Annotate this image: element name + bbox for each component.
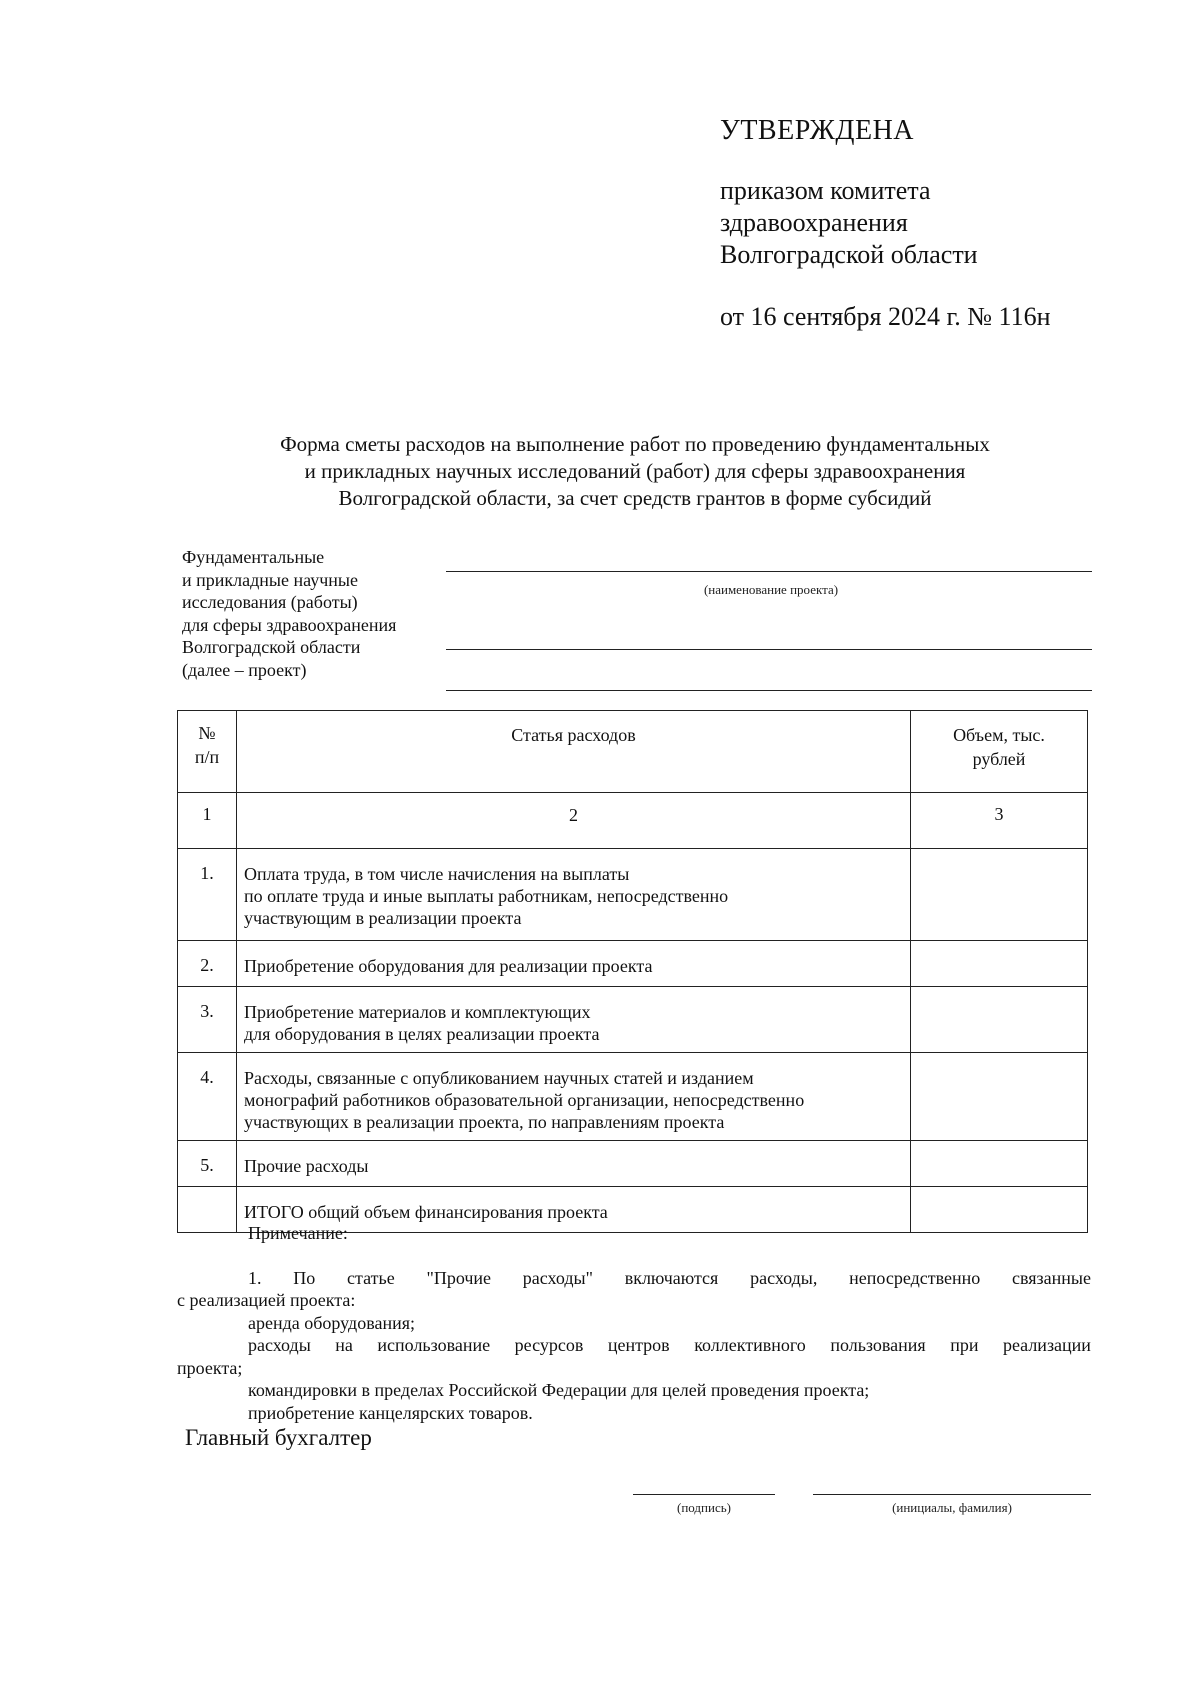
- project-name-caption: (наименование проекта): [703, 582, 839, 597]
- notes-item: [177, 1334, 1091, 1357]
- row-item: [237, 987, 911, 1053]
- table-row: [178, 987, 1088, 1053]
- expense-table: [177, 710, 1088, 1233]
- note-word: По: [293, 1267, 316, 1288]
- project-label-line: и прикладные научные: [182, 569, 358, 590]
- note-word: расходы: [248, 1335, 311, 1355]
- project-label-line: (далее – проект): [182, 659, 307, 680]
- note-word: на: [335, 1335, 353, 1355]
- row-item: [237, 941, 911, 987]
- note-word: расходы": [522, 1267, 593, 1288]
- notes-item: командировки в пределах Российской Федерации для целей проведения проекта;: [248, 1380, 870, 1400]
- row-item-line: для оборудования в целях реализации проекта: [244, 1024, 600, 1044]
- signature-field-line[interactable]: [633, 1494, 775, 1495]
- header-volume-line: рублей: [972, 749, 1026, 769]
- approval-line: приказом комитета: [720, 176, 931, 205]
- note-word: реализации: [1002, 1335, 1091, 1355]
- approval-date: от 16 сентября 2024 г. № 116н: [720, 302, 1051, 331]
- note-word: непосредственно: [849, 1267, 981, 1288]
- project-label-line: Волгоградской области: [182, 637, 361, 657]
- row-item-line: Оплата труда, в том числе начисления на выплаты: [244, 864, 630, 884]
- table-row: [178, 849, 1088, 941]
- header-num-line: п/п: [194, 747, 220, 767]
- note-word: 1.: [248, 1267, 262, 1288]
- row-value-cell[interactable]: [911, 941, 1088, 987]
- approval-block: [720, 113, 1160, 333]
- signatory-role: Главный бухгалтер: [185, 1425, 372, 1450]
- notes: [177, 1222, 1091, 1424]
- column-number: 2: [237, 793, 911, 849]
- name-field-line[interactable]: [813, 1494, 1091, 1495]
- approval-line: Волгоградской области: [720, 240, 978, 269]
- note-word: центров: [607, 1335, 670, 1355]
- form-title-line: и прикладных научных исследований (работ) для сферы здравоохранения: [304, 459, 966, 483]
- row-value-cell[interactable]: [911, 1141, 1088, 1187]
- row-num: 4.: [178, 1053, 237, 1141]
- row-item-line: Приобретение материалов и комплектующих: [244, 1002, 591, 1022]
- row-item-line: ИТОГО общий объем финансирования проекта: [244, 1202, 608, 1222]
- row-item-line: участвующих в реализации проекта, по направлениям проекта: [244, 1112, 725, 1132]
- header-volume-line: Объем, тыс.: [953, 725, 1045, 745]
- project-label: [182, 546, 442, 681]
- row-item: [237, 849, 911, 941]
- row-item-line: монографий работников образовательной организации, непосредственно: [244, 1090, 805, 1110]
- header-item: Статья расходов: [237, 711, 911, 793]
- row-item-line: Приобретение оборудования для реализации проекта: [244, 956, 653, 976]
- approval-authority: [720, 175, 1160, 271]
- notes-paragraph-1: [177, 1267, 1091, 1290]
- approval-title: УТВЕРЖДЕНА: [720, 115, 915, 146]
- note-word: пользования: [830, 1335, 926, 1355]
- row-value-cell[interactable]: [911, 987, 1088, 1053]
- project-name-field-line[interactable]: [446, 690, 1092, 691]
- approval-line: здравоохранения: [720, 208, 908, 237]
- note-word: ресурсов: [514, 1335, 584, 1355]
- table-row: [178, 941, 1088, 987]
- column-number-row: [178, 793, 1088, 849]
- row-item-line: по оплате труда и иные выплаты работникам, непосредственно: [244, 886, 729, 906]
- project-name-field-line[interactable]: [446, 571, 1092, 572]
- header-num: [178, 711, 237, 793]
- header-volume: [911, 711, 1088, 793]
- form-title-line: Форма сметы расходов на выполнение работ по проведению фундаментальных: [280, 432, 990, 456]
- notes-item-cont: проекта;: [177, 1357, 243, 1378]
- table-row: [178, 1141, 1088, 1187]
- note-word: включаются: [624, 1267, 719, 1288]
- row-num: 3.: [178, 987, 237, 1053]
- form-title-line: Волгоградской области, за счет средств грантов в форме субсидий: [338, 486, 932, 510]
- project-label-line: Фундаментальные: [182, 547, 325, 567]
- note-word: использование: [377, 1335, 491, 1355]
- row-item-line: участвующим в реализации проекта: [244, 908, 522, 928]
- signature-caption: (подпись): [677, 1500, 731, 1515]
- form-title: [170, 431, 1100, 512]
- table-row: [178, 1053, 1088, 1141]
- header-num-line: №: [198, 723, 216, 743]
- note-word: статье: [347, 1267, 395, 1288]
- note-word: "Прочие: [426, 1267, 492, 1288]
- row-item: [237, 1141, 911, 1187]
- notes-item: аренда оборудования;: [248, 1312, 416, 1333]
- name-caption: (инициалы, фамилия): [892, 1500, 1012, 1515]
- project-label-line: для сферы здравоохранения: [182, 614, 397, 635]
- note-word: коллективного: [694, 1335, 806, 1355]
- note-word: связанные: [1012, 1267, 1091, 1288]
- project-label-line: исследования (работы): [182, 592, 358, 612]
- notes-item: приобретение канцелярских товаров.: [248, 1402, 533, 1423]
- note-word: расходы,: [750, 1267, 818, 1288]
- column-number: 1: [178, 793, 237, 849]
- notes-title: Примечание:: [248, 1223, 348, 1243]
- row-num: 5.: [178, 1141, 237, 1187]
- note-word: при: [950, 1335, 979, 1355]
- notes-paragraph-1-cont: с реализацией проекта:: [177, 1290, 356, 1310]
- row-num: 1.: [178, 849, 237, 941]
- row-value-cell[interactable]: [911, 849, 1088, 941]
- table-header-row: [178, 711, 1088, 793]
- row-value-cell[interactable]: [911, 1053, 1088, 1141]
- row-item-line: Расходы, связанные с опубликованием научных статей и изданием: [244, 1068, 754, 1088]
- row-num: 2.: [178, 941, 237, 987]
- project-name-field-line[interactable]: [446, 649, 1092, 650]
- row-item-line: Прочие расходы: [244, 1156, 369, 1176]
- row-item: [237, 1053, 911, 1141]
- column-number: 3: [911, 793, 1088, 849]
